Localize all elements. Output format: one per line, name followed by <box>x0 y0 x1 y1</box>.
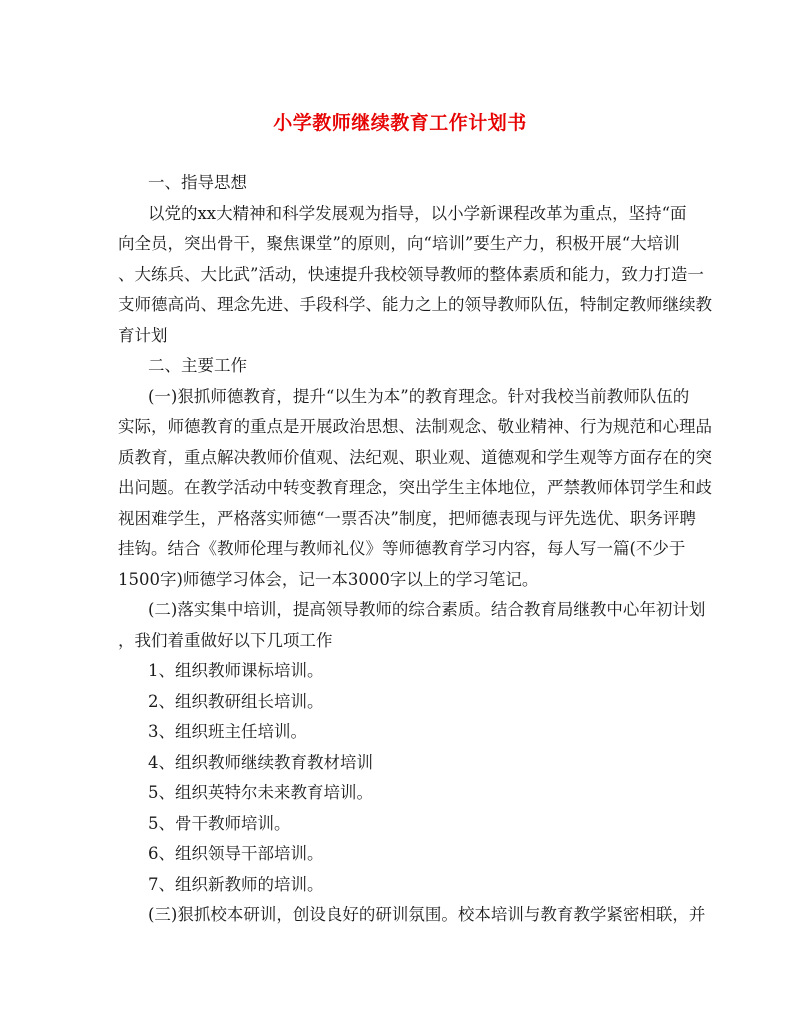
text-line: (一)狠抓师德教育，提升“以生为本”的教育理念。针对我校当前教师队伍的 <box>148 386 690 406</box>
text-line: (三)狠抓校本研训，创设良好的研训氛围。校本培训与教育教学紧密相联，并 <box>148 905 706 924</box>
text-line: 7、组织新教师的培训。 <box>148 874 324 894</box>
text-line: 6、组织领导干部培训。 <box>148 844 324 863</box>
text-line: 质教育，重点解决教师价值观、法纪观、职业观、道德观和学生观等方面存在的突 <box>118 447 712 467</box>
text-line: (二)落实集中培训，提高领导教师的综合素质。结合教育局继教中心年初计划 <box>148 600 706 619</box>
text-line: 、大练兵、大比武”活动，快速提升我校领导教师的整体素质和能力，致力打造一 <box>118 264 704 284</box>
text-line: 育计划 <box>118 325 168 345</box>
text-line: 支师德高尚、理念先进、手段科学、能力之上的领导教师队伍，特制定教师继续教 <box>118 295 712 314</box>
text-line: 一、指导思想 <box>148 173 247 192</box>
document-body <box>118 168 712 931</box>
text-line: 2、组织教研组长培训。 <box>148 691 324 711</box>
text-line: ，我们着重做好以下几项工作 <box>118 630 333 650</box>
text-line: 5、骨干教师培训。 <box>148 813 291 833</box>
text-line: 挂钩。结合《教师伦理与教师礼仪》等师德教育学习内容，每人写一篇(不少于 <box>118 539 686 558</box>
text-line: 以党的xx大精神和科学发展观为指导，以小学新课程改革为重点，坚持“面 <box>148 203 687 223</box>
text-line: 实际，师德教育的重点是开展政治思想、法制观念、敬业精神、行为规范和心理品 <box>118 417 712 436</box>
text-line: 二、主要工作 <box>148 356 247 375</box>
text-line: 视困难学生，严格落实师德“一票否决”制度，把师德表现与评先选优、职务评聘 <box>118 508 696 528</box>
text-line: 4、组织教师继续教育教材培训 <box>148 752 373 772</box>
text-line: 1500字)师德学习体会，记一本3000字以上的学习笔记。 <box>118 569 539 589</box>
text-line: 1、组织教师课标培训。 <box>148 661 324 680</box>
document-title: 小学教师继续教育工作计划书 <box>273 112 527 134</box>
text-line: 出问题。在教学活动中转变教育理念，突出学生主体地位，严禁教师体罚学生和歧 <box>118 478 712 497</box>
text-line: 3、组织班主任培训。 <box>148 722 307 741</box>
text-line: 向全员，突出骨干，聚焦课堂”的原则，向“培训”要生产力，积极开展“大培训 <box>118 234 680 253</box>
text-line: 5、组织英特尔未来教育培训。 <box>148 783 373 802</box>
